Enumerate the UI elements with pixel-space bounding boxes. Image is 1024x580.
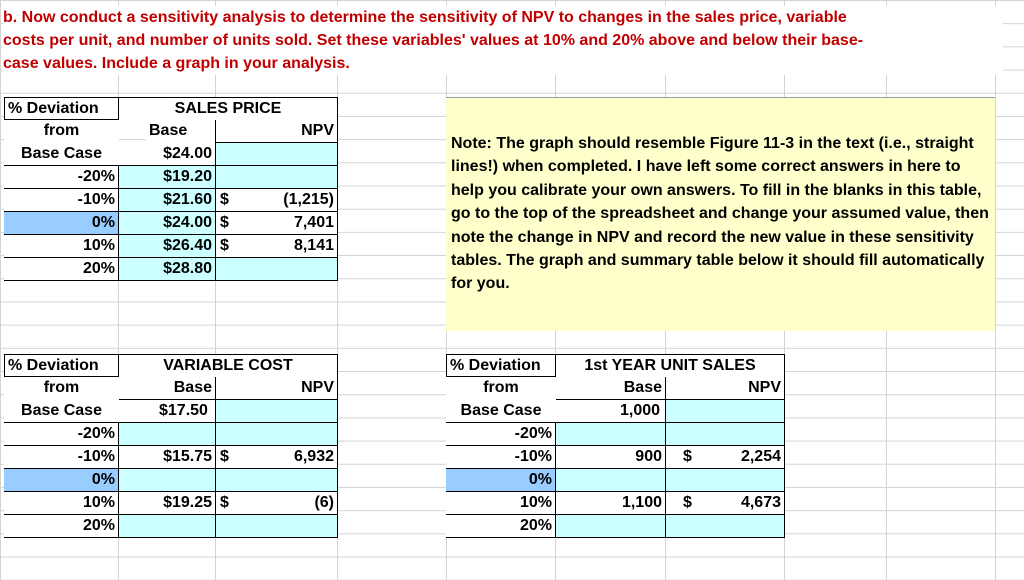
sp-row-npv-value: 7,401 [293, 214, 334, 231]
us-row-base[interactable] [556, 469, 666, 492]
sp-row-dev: -20% [4, 166, 119, 189]
us-row-npv-value: 2,254 [740, 448, 781, 465]
us-row-dev: -10% [446, 446, 556, 469]
sp-title: SALES PRICE [119, 97, 338, 120]
sp-row-npv[interactable] [216, 212, 338, 235]
us-dev-header-3: Base Case [446, 400, 556, 423]
sp-dev-header-3: Base Case [4, 143, 119, 166]
vc-row-npv[interactable] [216, 423, 338, 446]
vc-row-npv[interactable] [216, 492, 338, 515]
sp-base-value[interactable]: $24.00 [119, 143, 216, 166]
vc-row-npv-value: (6) [314, 494, 334, 511]
us-row-npv[interactable] [666, 469, 785, 492]
vc-dev-header-2: from [4, 377, 119, 400]
vc-row-dev: -10% [4, 446, 119, 469]
vc-row-dollar: $ [220, 448, 229, 465]
sp-row-dollar: $ [220, 214, 229, 231]
sp-row-dev: 10% [4, 235, 119, 258]
sp-dev-header-2: from [4, 120, 119, 143]
us-base-value[interactable]: 1,000 [556, 400, 666, 423]
sp-row-base[interactable]: $21.60 [119, 189, 216, 212]
us-row-base[interactable] [556, 423, 666, 446]
note-text: Note: The graph should resemble Figure 11-3 in the text (i.e., straight lines!) when completed. I have left some correct answers in here to help you calibrate your own answers. To fill in the blanks in this table, go to the top of the spreadsheet and change your assumed value, then note the change in NPV and record the new value in these sensitivity tables. The graph and summary table below it should fill automatically for you. [451, 135, 989, 293]
vc-row-npv[interactable] [216, 469, 338, 492]
instructions-line-1: b. Now conduct a sensitivity analysis to determine the sensitivity of NPV to changes in the sales price, variable [3, 9, 847, 26]
vc-row-base[interactable]: $19.25 [119, 492, 216, 515]
vc-base-value[interactable]: $17.50 [119, 400, 216, 423]
us-row-npv[interactable] [666, 423, 785, 446]
vc-row-npv[interactable] [216, 446, 338, 469]
vc-row-base[interactable]: $15.75 [119, 446, 216, 469]
sp-row-dev: 0% [4, 212, 119, 235]
sp-row-dollar: $ [220, 237, 229, 254]
vc-row-npv-value: 6,932 [293, 448, 334, 465]
sp-dev-header-1: % Deviation [4, 97, 119, 120]
us-row-base[interactable]: 1,100 [556, 492, 666, 515]
sp-base-npv[interactable] [216, 143, 338, 166]
instructions [3, 6, 1003, 75]
us-row-dev: 20% [446, 515, 556, 538]
instructions-line-3: case values. Include a graph in your analysis. [3, 55, 350, 72]
us-row-dollar: $ [683, 494, 692, 511]
vc-title: VARIABLE COST [119, 354, 338, 377]
vc-row-dev: 10% [4, 492, 119, 515]
sp-row-npv[interactable] [216, 189, 338, 212]
us-base-npv[interactable] [666, 400, 785, 423]
sp-row-dev: 20% [4, 258, 119, 281]
us-row-base[interactable] [556, 515, 666, 538]
vc-col-base: Base [119, 377, 216, 400]
us-col-base: Base [556, 377, 666, 400]
sp-row-npv[interactable] [216, 258, 338, 281]
sp-col-npv: NPV [215, 120, 338, 143]
us-col-npv: NPV [666, 377, 785, 400]
sp-row-npv-value: (1,215) [283, 191, 334, 208]
note-box [446, 97, 995, 331]
us-row-dev: 0% [446, 469, 556, 492]
vc-row-dev: 0% [4, 469, 119, 492]
us-row-npv[interactable] [666, 446, 785, 469]
sp-row-base[interactable]: $19.20 [119, 166, 216, 189]
vc-row-dollar: $ [220, 494, 229, 511]
vc-row-npv[interactable] [216, 515, 338, 538]
us-row-npv-value: 4,673 [740, 494, 781, 511]
sp-row-npv[interactable] [216, 166, 338, 189]
us-row-dollar: $ [683, 448, 692, 465]
sp-row-dollar: $ [220, 191, 229, 208]
sp-col-base: Base [146, 120, 216, 143]
vc-row-dev: -20% [4, 423, 119, 446]
us-row-dev: 10% [446, 492, 556, 515]
vc-dev-header-3: Base Case [4, 400, 119, 423]
sp-row-base[interactable]: $24.00 [119, 212, 216, 235]
sp-row-npv-value: 8,141 [293, 237, 334, 254]
us-dev-header-1: % Deviation [446, 354, 556, 377]
vc-row-dev: 20% [4, 515, 119, 538]
us-dev-header-2: from [446, 377, 556, 400]
vc-row-base[interactable] [119, 515, 216, 538]
sp-row-dev: -10% [4, 189, 119, 212]
vc-base-npv[interactable] [216, 400, 338, 423]
us-row-dev: -20% [446, 423, 556, 446]
vc-row-base[interactable] [119, 423, 216, 446]
instructions-line-2: costs per unit, and number of units sold. Set these variables' values at 10% and 20% above and below their base- [3, 32, 864, 49]
us-row-npv[interactable] [666, 492, 785, 515]
sp-row-base[interactable]: $26.40 [119, 235, 216, 258]
us-title: 1st YEAR UNIT SALES [556, 354, 785, 377]
sp-row-base[interactable]: $28.80 [119, 258, 216, 281]
vc-row-base[interactable] [119, 469, 216, 492]
vc-col-npv: NPV [216, 377, 338, 400]
vc-dev-header-1: % Deviation [4, 354, 119, 377]
sp-row-npv[interactable] [216, 235, 338, 258]
us-row-base[interactable]: 900 [556, 446, 666, 469]
us-row-npv[interactable] [666, 515, 785, 538]
